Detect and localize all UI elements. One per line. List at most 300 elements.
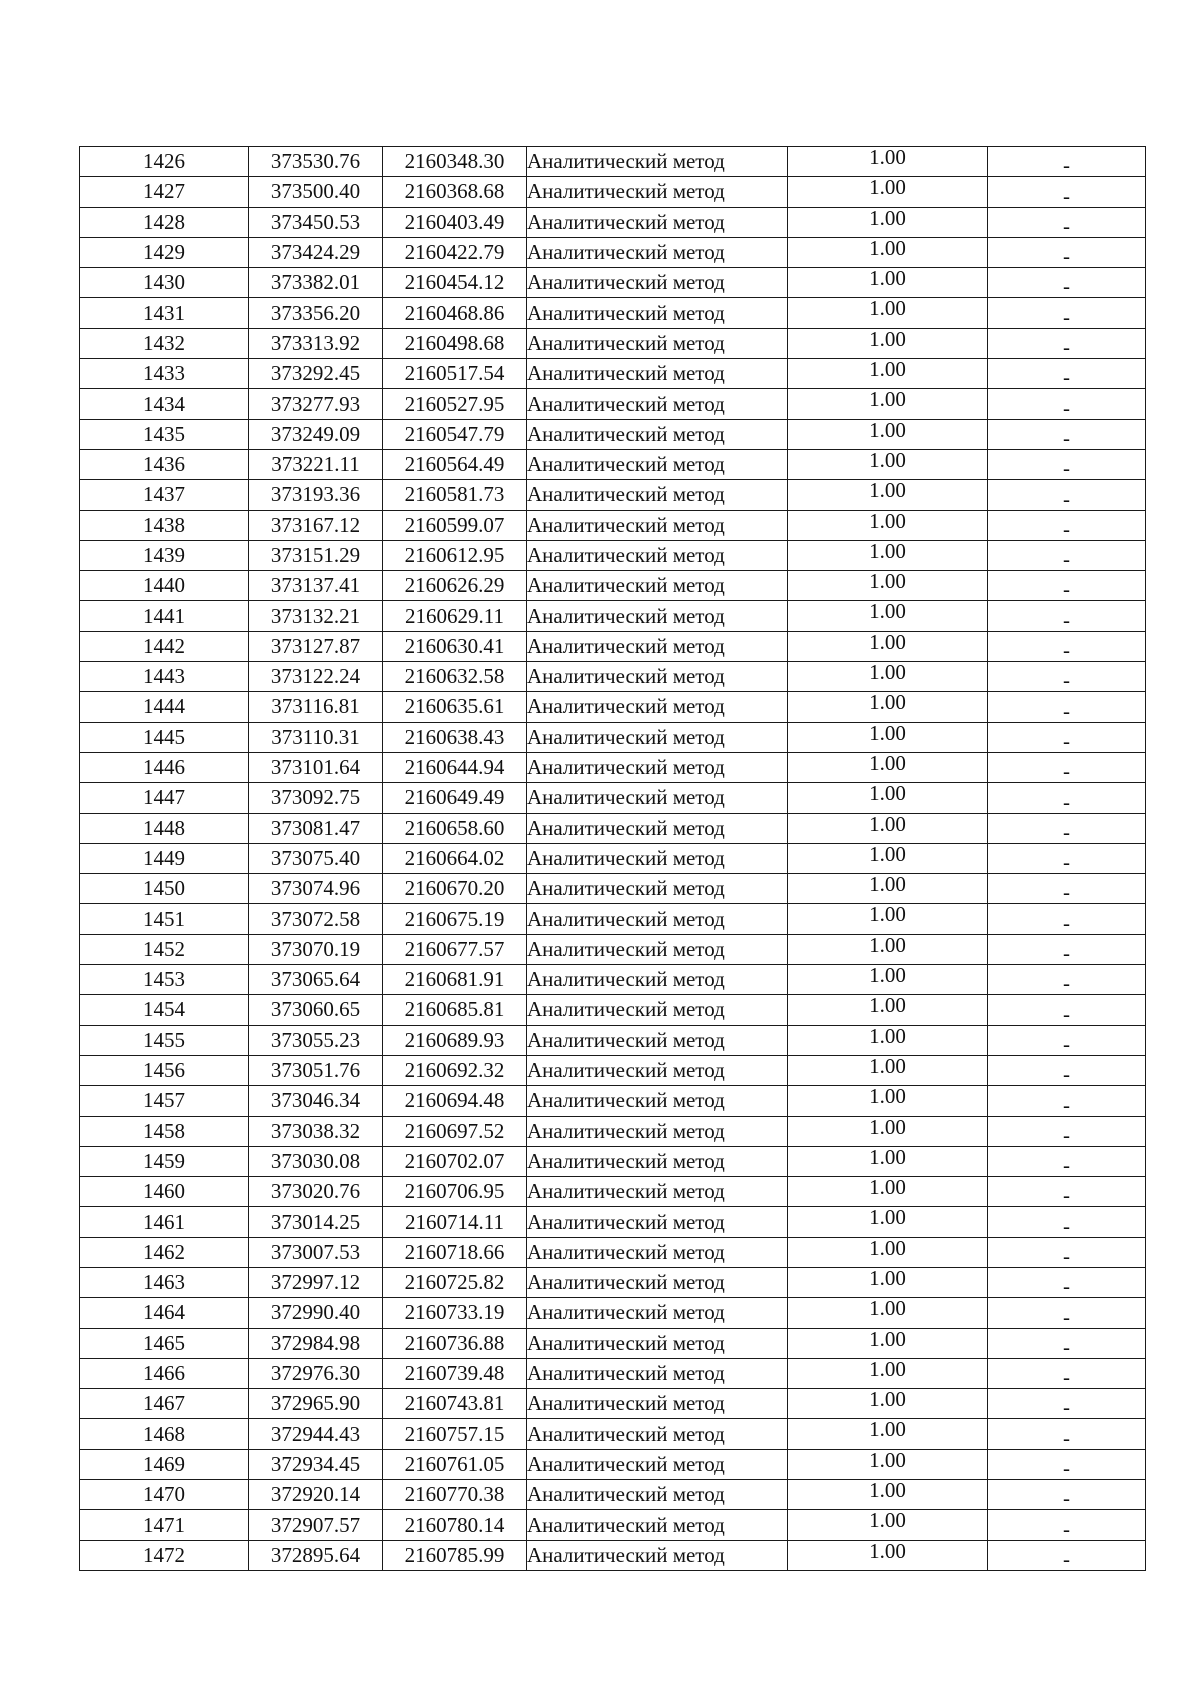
- x-coordinate-cell: 373007.53: [249, 1237, 383, 1267]
- accuracy-cell: 1.00: [788, 631, 988, 661]
- note-cell: -: [988, 601, 1146, 631]
- method-cell: Аналитический метод: [527, 995, 788, 1025]
- accuracy-cell: 1.00: [788, 1389, 988, 1419]
- note-cell: -: [988, 1358, 1146, 1388]
- accuracy-cell: 1.00: [788, 752, 988, 782]
- table-row: [80, 359, 1146, 389]
- y-coordinate-cell: 2160780.14: [383, 1510, 527, 1540]
- point-number-cell: 1447: [80, 783, 249, 813]
- y-coordinate-cell: 2160725.82: [383, 1267, 527, 1297]
- point-number-cell: 1463: [80, 1267, 249, 1297]
- method-cell: Аналитический метод: [527, 1116, 788, 1146]
- accuracy-cell: 1.00: [788, 1177, 988, 1207]
- x-coordinate-cell: 373292.45: [249, 359, 383, 389]
- x-coordinate-cell: 372990.40: [249, 1298, 383, 1328]
- y-coordinate-cell: 2160638.43: [383, 722, 527, 752]
- point-number-cell: 1427: [80, 177, 249, 207]
- y-coordinate-cell: 2160635.61: [383, 692, 527, 722]
- table-row: [80, 1177, 1146, 1207]
- table-row: [80, 752, 1146, 782]
- table-row: [80, 328, 1146, 358]
- accuracy-cell: 1.00: [788, 965, 988, 995]
- point-number-cell: 1467: [80, 1389, 249, 1419]
- note-cell: -: [988, 1177, 1146, 1207]
- note-cell: -: [988, 1207, 1146, 1237]
- method-cell: Аналитический метод: [527, 722, 788, 752]
- note-cell: -: [988, 752, 1146, 782]
- point-number-cell: 1451: [80, 904, 249, 934]
- table-row: [80, 1510, 1146, 1540]
- y-coordinate-cell: 2160736.88: [383, 1328, 527, 1358]
- table-row: [80, 843, 1146, 873]
- point-number-cell: 1468: [80, 1419, 249, 1449]
- y-coordinate-cell: 2160498.68: [383, 328, 527, 358]
- table-row: [80, 1358, 1146, 1388]
- y-coordinate-cell: 2160527.95: [383, 389, 527, 419]
- accuracy-cell: 1.00: [788, 510, 988, 540]
- x-coordinate-cell: 373075.40: [249, 843, 383, 873]
- point-number-cell: 1429: [80, 237, 249, 267]
- accuracy-cell: 1.00: [788, 207, 988, 237]
- table-row: [80, 510, 1146, 540]
- y-coordinate-cell: 2160422.79: [383, 237, 527, 267]
- table-row: [80, 601, 1146, 631]
- y-coordinate-cell: 2160368.68: [383, 177, 527, 207]
- y-coordinate-cell: 2160681.91: [383, 965, 527, 995]
- table-row: [80, 1419, 1146, 1449]
- x-coordinate-cell: 373070.19: [249, 934, 383, 964]
- y-coordinate-cell: 2160739.48: [383, 1358, 527, 1388]
- accuracy-cell: 1.00: [788, 147, 988, 177]
- method-cell: Аналитический метод: [527, 268, 788, 298]
- point-number-cell: 1426: [80, 147, 249, 177]
- method-cell: Аналитический метод: [527, 843, 788, 873]
- x-coordinate-cell: 372976.30: [249, 1358, 383, 1388]
- note-cell: -: [988, 783, 1146, 813]
- point-number-cell: 1431: [80, 298, 249, 328]
- method-cell: Аналитический метод: [527, 298, 788, 328]
- method-cell: Аналитический метод: [527, 207, 788, 237]
- note-cell: -: [988, 813, 1146, 843]
- point-number-cell: 1428: [80, 207, 249, 237]
- table-row: [80, 268, 1146, 298]
- note-cell: -: [988, 1116, 1146, 1146]
- x-coordinate-cell: 373030.08: [249, 1146, 383, 1176]
- note-cell: -: [988, 874, 1146, 904]
- accuracy-cell: 1.00: [788, 177, 988, 207]
- point-number-cell: 1456: [80, 1055, 249, 1085]
- note-cell: -: [988, 1328, 1146, 1358]
- y-coordinate-cell: 2160517.54: [383, 359, 527, 389]
- note-cell: -: [988, 1419, 1146, 1449]
- x-coordinate-cell: 372944.43: [249, 1419, 383, 1449]
- point-number-cell: 1434: [80, 389, 249, 419]
- table-row: [80, 1267, 1146, 1297]
- x-coordinate-cell: 373020.76: [249, 1177, 383, 1207]
- method-cell: Аналитический метод: [527, 480, 788, 510]
- table-row: [80, 904, 1146, 934]
- table-row: [80, 995, 1146, 1025]
- y-coordinate-cell: 2160743.81: [383, 1389, 527, 1419]
- table-row: [80, 874, 1146, 904]
- point-number-cell: 1460: [80, 1177, 249, 1207]
- accuracy-cell: 1.00: [788, 904, 988, 934]
- accuracy-cell: 1.00: [788, 783, 988, 813]
- point-number-cell: 1457: [80, 1086, 249, 1116]
- x-coordinate-cell: 373065.64: [249, 965, 383, 995]
- accuracy-cell: 1.00: [788, 237, 988, 267]
- note-cell: -: [988, 359, 1146, 389]
- accuracy-cell: 1.00: [788, 1298, 988, 1328]
- x-coordinate-cell: 373221.11: [249, 449, 383, 479]
- method-cell: Аналитический метод: [527, 1025, 788, 1055]
- note-cell: -: [988, 1510, 1146, 1540]
- table-row: [80, 419, 1146, 449]
- point-number-cell: 1446: [80, 752, 249, 782]
- accuracy-cell: 1.00: [788, 328, 988, 358]
- method-cell: Аналитический метод: [527, 1267, 788, 1297]
- point-number-cell: 1461: [80, 1207, 249, 1237]
- method-cell: Аналитический метод: [527, 813, 788, 843]
- y-coordinate-cell: 2160403.49: [383, 207, 527, 237]
- note-cell: -: [988, 1389, 1146, 1419]
- note-cell: -: [988, 147, 1146, 177]
- point-number-cell: 1459: [80, 1146, 249, 1176]
- accuracy-cell: 1.00: [788, 1146, 988, 1176]
- y-coordinate-cell: 2160348.30: [383, 147, 527, 177]
- method-cell: Аналитический метод: [527, 1146, 788, 1176]
- table-row: [80, 1146, 1146, 1176]
- y-coordinate-cell: 2160685.81: [383, 995, 527, 1025]
- accuracy-cell: 1.00: [788, 1267, 988, 1297]
- table-row: [80, 207, 1146, 237]
- method-cell: Аналитический метод: [527, 571, 788, 601]
- note-cell: -: [988, 692, 1146, 722]
- note-cell: -: [988, 1025, 1146, 1055]
- method-cell: Аналитический метод: [527, 1055, 788, 1085]
- method-cell: Аналитический метод: [527, 389, 788, 419]
- table-row: [80, 631, 1146, 661]
- accuracy-cell: 1.00: [788, 1116, 988, 1146]
- method-cell: Аналитический метод: [527, 449, 788, 479]
- note-cell: -: [988, 419, 1146, 449]
- accuracy-cell: 1.00: [788, 268, 988, 298]
- y-coordinate-cell: 2160714.11: [383, 1207, 527, 1237]
- note-cell: -: [988, 298, 1146, 328]
- point-number-cell: 1462: [80, 1237, 249, 1267]
- method-cell: Аналитический метод: [527, 1237, 788, 1267]
- method-cell: Аналитический метод: [527, 1449, 788, 1479]
- point-number-cell: 1453: [80, 965, 249, 995]
- method-cell: Аналитический метод: [527, 601, 788, 631]
- note-cell: -: [988, 1055, 1146, 1085]
- accuracy-cell: 1.00: [788, 1480, 988, 1510]
- table-row: [80, 1025, 1146, 1055]
- y-coordinate-cell: 2160706.95: [383, 1177, 527, 1207]
- method-cell: Аналитический метод: [527, 904, 788, 934]
- accuracy-cell: 1.00: [788, 1328, 988, 1358]
- table-row: [80, 540, 1146, 570]
- table-row: [80, 1540, 1146, 1570]
- table-row: [80, 1298, 1146, 1328]
- point-number-cell: 1441: [80, 601, 249, 631]
- point-number-cell: 1458: [80, 1116, 249, 1146]
- accuracy-cell: 1.00: [788, 601, 988, 631]
- table-row: [80, 813, 1146, 843]
- accuracy-cell: 1.00: [788, 995, 988, 1025]
- y-coordinate-cell: 2160564.49: [383, 449, 527, 479]
- method-cell: Аналитический метод: [527, 147, 788, 177]
- x-coordinate-cell: 373193.36: [249, 480, 383, 510]
- accuracy-cell: 1.00: [788, 540, 988, 570]
- method-cell: Аналитический метод: [527, 752, 788, 782]
- note-cell: -: [988, 480, 1146, 510]
- coordinates-table: [79, 146, 1146, 1571]
- x-coordinate-cell: 373046.34: [249, 1086, 383, 1116]
- note-cell: -: [988, 995, 1146, 1025]
- x-coordinate-cell: 373101.64: [249, 752, 383, 782]
- table-row: [80, 722, 1146, 752]
- x-coordinate-cell: 373055.23: [249, 1025, 383, 1055]
- y-coordinate-cell: 2160770.38: [383, 1480, 527, 1510]
- point-number-cell: 1439: [80, 540, 249, 570]
- note-cell: -: [988, 843, 1146, 873]
- note-cell: -: [988, 177, 1146, 207]
- point-number-cell: 1436: [80, 449, 249, 479]
- note-cell: -: [988, 722, 1146, 752]
- method-cell: Аналитический метод: [527, 874, 788, 904]
- table-row: [80, 1389, 1146, 1419]
- point-number-cell: 1440: [80, 571, 249, 601]
- point-number-cell: 1471: [80, 1510, 249, 1540]
- accuracy-cell: 1.00: [788, 1358, 988, 1388]
- method-cell: Аналитический метод: [527, 965, 788, 995]
- y-coordinate-cell: 2160581.73: [383, 480, 527, 510]
- table-row: [80, 692, 1146, 722]
- note-cell: -: [988, 1237, 1146, 1267]
- y-coordinate-cell: 2160547.79: [383, 419, 527, 449]
- note-cell: -: [988, 662, 1146, 692]
- y-coordinate-cell: 2160697.52: [383, 1116, 527, 1146]
- x-coordinate-cell: 373382.01: [249, 268, 383, 298]
- method-cell: Аналитический метод: [527, 1207, 788, 1237]
- table-row: [80, 1055, 1146, 1085]
- y-coordinate-cell: 2160702.07: [383, 1146, 527, 1176]
- accuracy-cell: 1.00: [788, 813, 988, 843]
- accuracy-cell: 1.00: [788, 874, 988, 904]
- x-coordinate-cell: 373450.53: [249, 207, 383, 237]
- accuracy-cell: 1.00: [788, 298, 988, 328]
- coordinates-table-body: [80, 147, 1146, 1571]
- note-cell: -: [988, 1298, 1146, 1328]
- x-coordinate-cell: 373167.12: [249, 510, 383, 540]
- table-row: [80, 1237, 1146, 1267]
- y-coordinate-cell: 2160677.57: [383, 934, 527, 964]
- point-number-cell: 1449: [80, 843, 249, 873]
- note-cell: -: [988, 965, 1146, 995]
- y-coordinate-cell: 2160612.95: [383, 540, 527, 570]
- note-cell: -: [988, 237, 1146, 267]
- x-coordinate-cell: 373051.76: [249, 1055, 383, 1085]
- point-number-cell: 1469: [80, 1449, 249, 1479]
- table-row: [80, 177, 1146, 207]
- point-number-cell: 1472: [80, 1540, 249, 1570]
- accuracy-cell: 1.00: [788, 1025, 988, 1055]
- x-coordinate-cell: 373151.29: [249, 540, 383, 570]
- accuracy-cell: 1.00: [788, 1237, 988, 1267]
- method-cell: Аналитический метод: [527, 1358, 788, 1388]
- point-number-cell: 1433: [80, 359, 249, 389]
- note-cell: -: [988, 540, 1146, 570]
- y-coordinate-cell: 2160599.07: [383, 510, 527, 540]
- x-coordinate-cell: 373249.09: [249, 419, 383, 449]
- y-coordinate-cell: 2160689.93: [383, 1025, 527, 1055]
- y-coordinate-cell: 2160675.19: [383, 904, 527, 934]
- y-coordinate-cell: 2160630.41: [383, 631, 527, 661]
- x-coordinate-cell: 373137.41: [249, 571, 383, 601]
- point-number-cell: 1432: [80, 328, 249, 358]
- method-cell: Аналитический метод: [527, 1389, 788, 1419]
- x-coordinate-cell: 373277.93: [249, 389, 383, 419]
- x-coordinate-cell: 373116.81: [249, 692, 383, 722]
- method-cell: Аналитический метод: [527, 1510, 788, 1540]
- table-row: [80, 389, 1146, 419]
- method-cell: Аналитический метод: [527, 359, 788, 389]
- method-cell: Аналитический метод: [527, 631, 788, 661]
- table-row: [80, 783, 1146, 813]
- table-row: [80, 965, 1146, 995]
- method-cell: Аналитический метод: [527, 540, 788, 570]
- accuracy-cell: 1.00: [788, 389, 988, 419]
- accuracy-cell: 1.00: [788, 662, 988, 692]
- table-row: [80, 1480, 1146, 1510]
- point-number-cell: 1465: [80, 1328, 249, 1358]
- table-row: [80, 237, 1146, 267]
- accuracy-cell: 1.00: [788, 480, 988, 510]
- x-coordinate-cell: 373038.32: [249, 1116, 383, 1146]
- note-cell: -: [988, 510, 1146, 540]
- point-number-cell: 1466: [80, 1358, 249, 1388]
- method-cell: Аналитический метод: [527, 510, 788, 540]
- point-number-cell: 1464: [80, 1298, 249, 1328]
- accuracy-cell: 1.00: [788, 1540, 988, 1570]
- table-row: [80, 1086, 1146, 1116]
- x-coordinate-cell: 373122.24: [249, 662, 383, 692]
- note-cell: -: [988, 389, 1146, 419]
- x-coordinate-cell: 373356.20: [249, 298, 383, 328]
- y-coordinate-cell: 2160670.20: [383, 874, 527, 904]
- note-cell: -: [988, 1449, 1146, 1479]
- x-coordinate-cell: 373500.40: [249, 177, 383, 207]
- y-coordinate-cell: 2160664.02: [383, 843, 527, 873]
- y-coordinate-cell: 2160718.66: [383, 1237, 527, 1267]
- method-cell: Аналитический метод: [527, 1540, 788, 1570]
- note-cell: -: [988, 449, 1146, 479]
- accuracy-cell: 1.00: [788, 359, 988, 389]
- point-number-cell: 1452: [80, 934, 249, 964]
- method-cell: Аналитический метод: [527, 1480, 788, 1510]
- point-number-cell: 1438: [80, 510, 249, 540]
- point-number-cell: 1448: [80, 813, 249, 843]
- point-number-cell: 1454: [80, 995, 249, 1025]
- accuracy-cell: 1.00: [788, 1449, 988, 1479]
- table-row: [80, 1116, 1146, 1146]
- method-cell: Аналитический метод: [527, 328, 788, 358]
- point-number-cell: 1450: [80, 874, 249, 904]
- table-row: [80, 934, 1146, 964]
- accuracy-cell: 1.00: [788, 449, 988, 479]
- accuracy-cell: 1.00: [788, 1086, 988, 1116]
- x-coordinate-cell: 373081.47: [249, 813, 383, 843]
- accuracy-cell: 1.00: [788, 571, 988, 601]
- table-row: [80, 1449, 1146, 1479]
- x-coordinate-cell: 372920.14: [249, 1480, 383, 1510]
- point-number-cell: 1445: [80, 722, 249, 752]
- point-number-cell: 1437: [80, 480, 249, 510]
- note-cell: -: [988, 268, 1146, 298]
- y-coordinate-cell: 2160658.60: [383, 813, 527, 843]
- method-cell: Аналитический метод: [527, 419, 788, 449]
- y-coordinate-cell: 2160761.05: [383, 1449, 527, 1479]
- accuracy-cell: 1.00: [788, 722, 988, 752]
- x-coordinate-cell: 373313.92: [249, 328, 383, 358]
- table-row: [80, 662, 1146, 692]
- y-coordinate-cell: 2160629.11: [383, 601, 527, 631]
- note-cell: -: [988, 1267, 1146, 1297]
- note-cell: -: [988, 904, 1146, 934]
- method-cell: Аналитический метод: [527, 1086, 788, 1116]
- y-coordinate-cell: 2160692.32: [383, 1055, 527, 1085]
- table-row: [80, 147, 1146, 177]
- accuracy-cell: 1.00: [788, 1207, 988, 1237]
- method-cell: Аналитический метод: [527, 1298, 788, 1328]
- method-cell: Аналитический метод: [527, 934, 788, 964]
- y-coordinate-cell: 2160757.15: [383, 1419, 527, 1449]
- point-number-cell: 1470: [80, 1480, 249, 1510]
- y-coordinate-cell: 2160454.12: [383, 268, 527, 298]
- point-number-cell: 1443: [80, 662, 249, 692]
- note-cell: -: [988, 1146, 1146, 1176]
- y-coordinate-cell: 2160626.29: [383, 571, 527, 601]
- x-coordinate-cell: 373072.58: [249, 904, 383, 934]
- x-coordinate-cell: 373530.76: [249, 147, 383, 177]
- table-row: [80, 571, 1146, 601]
- note-cell: -: [988, 1540, 1146, 1570]
- point-number-cell: 1444: [80, 692, 249, 722]
- accuracy-cell: 1.00: [788, 843, 988, 873]
- note-cell: -: [988, 631, 1146, 661]
- y-coordinate-cell: 2160694.48: [383, 1086, 527, 1116]
- x-coordinate-cell: 373074.96: [249, 874, 383, 904]
- x-coordinate-cell: 372984.98: [249, 1328, 383, 1358]
- table-row: [80, 449, 1146, 479]
- x-coordinate-cell: 372895.64: [249, 1540, 383, 1570]
- note-cell: -: [988, 934, 1146, 964]
- x-coordinate-cell: 373424.29: [249, 237, 383, 267]
- table-row: [80, 480, 1146, 510]
- accuracy-cell: 1.00: [788, 1055, 988, 1085]
- method-cell: Аналитический метод: [527, 237, 788, 267]
- point-number-cell: 1430: [80, 268, 249, 298]
- table-row: [80, 298, 1146, 328]
- note-cell: -: [988, 1086, 1146, 1116]
- x-coordinate-cell: 373092.75: [249, 783, 383, 813]
- x-coordinate-cell: 372965.90: [249, 1389, 383, 1419]
- note-cell: -: [988, 571, 1146, 601]
- table-row: [80, 1207, 1146, 1237]
- accuracy-cell: 1.00: [788, 934, 988, 964]
- point-number-cell: 1435: [80, 419, 249, 449]
